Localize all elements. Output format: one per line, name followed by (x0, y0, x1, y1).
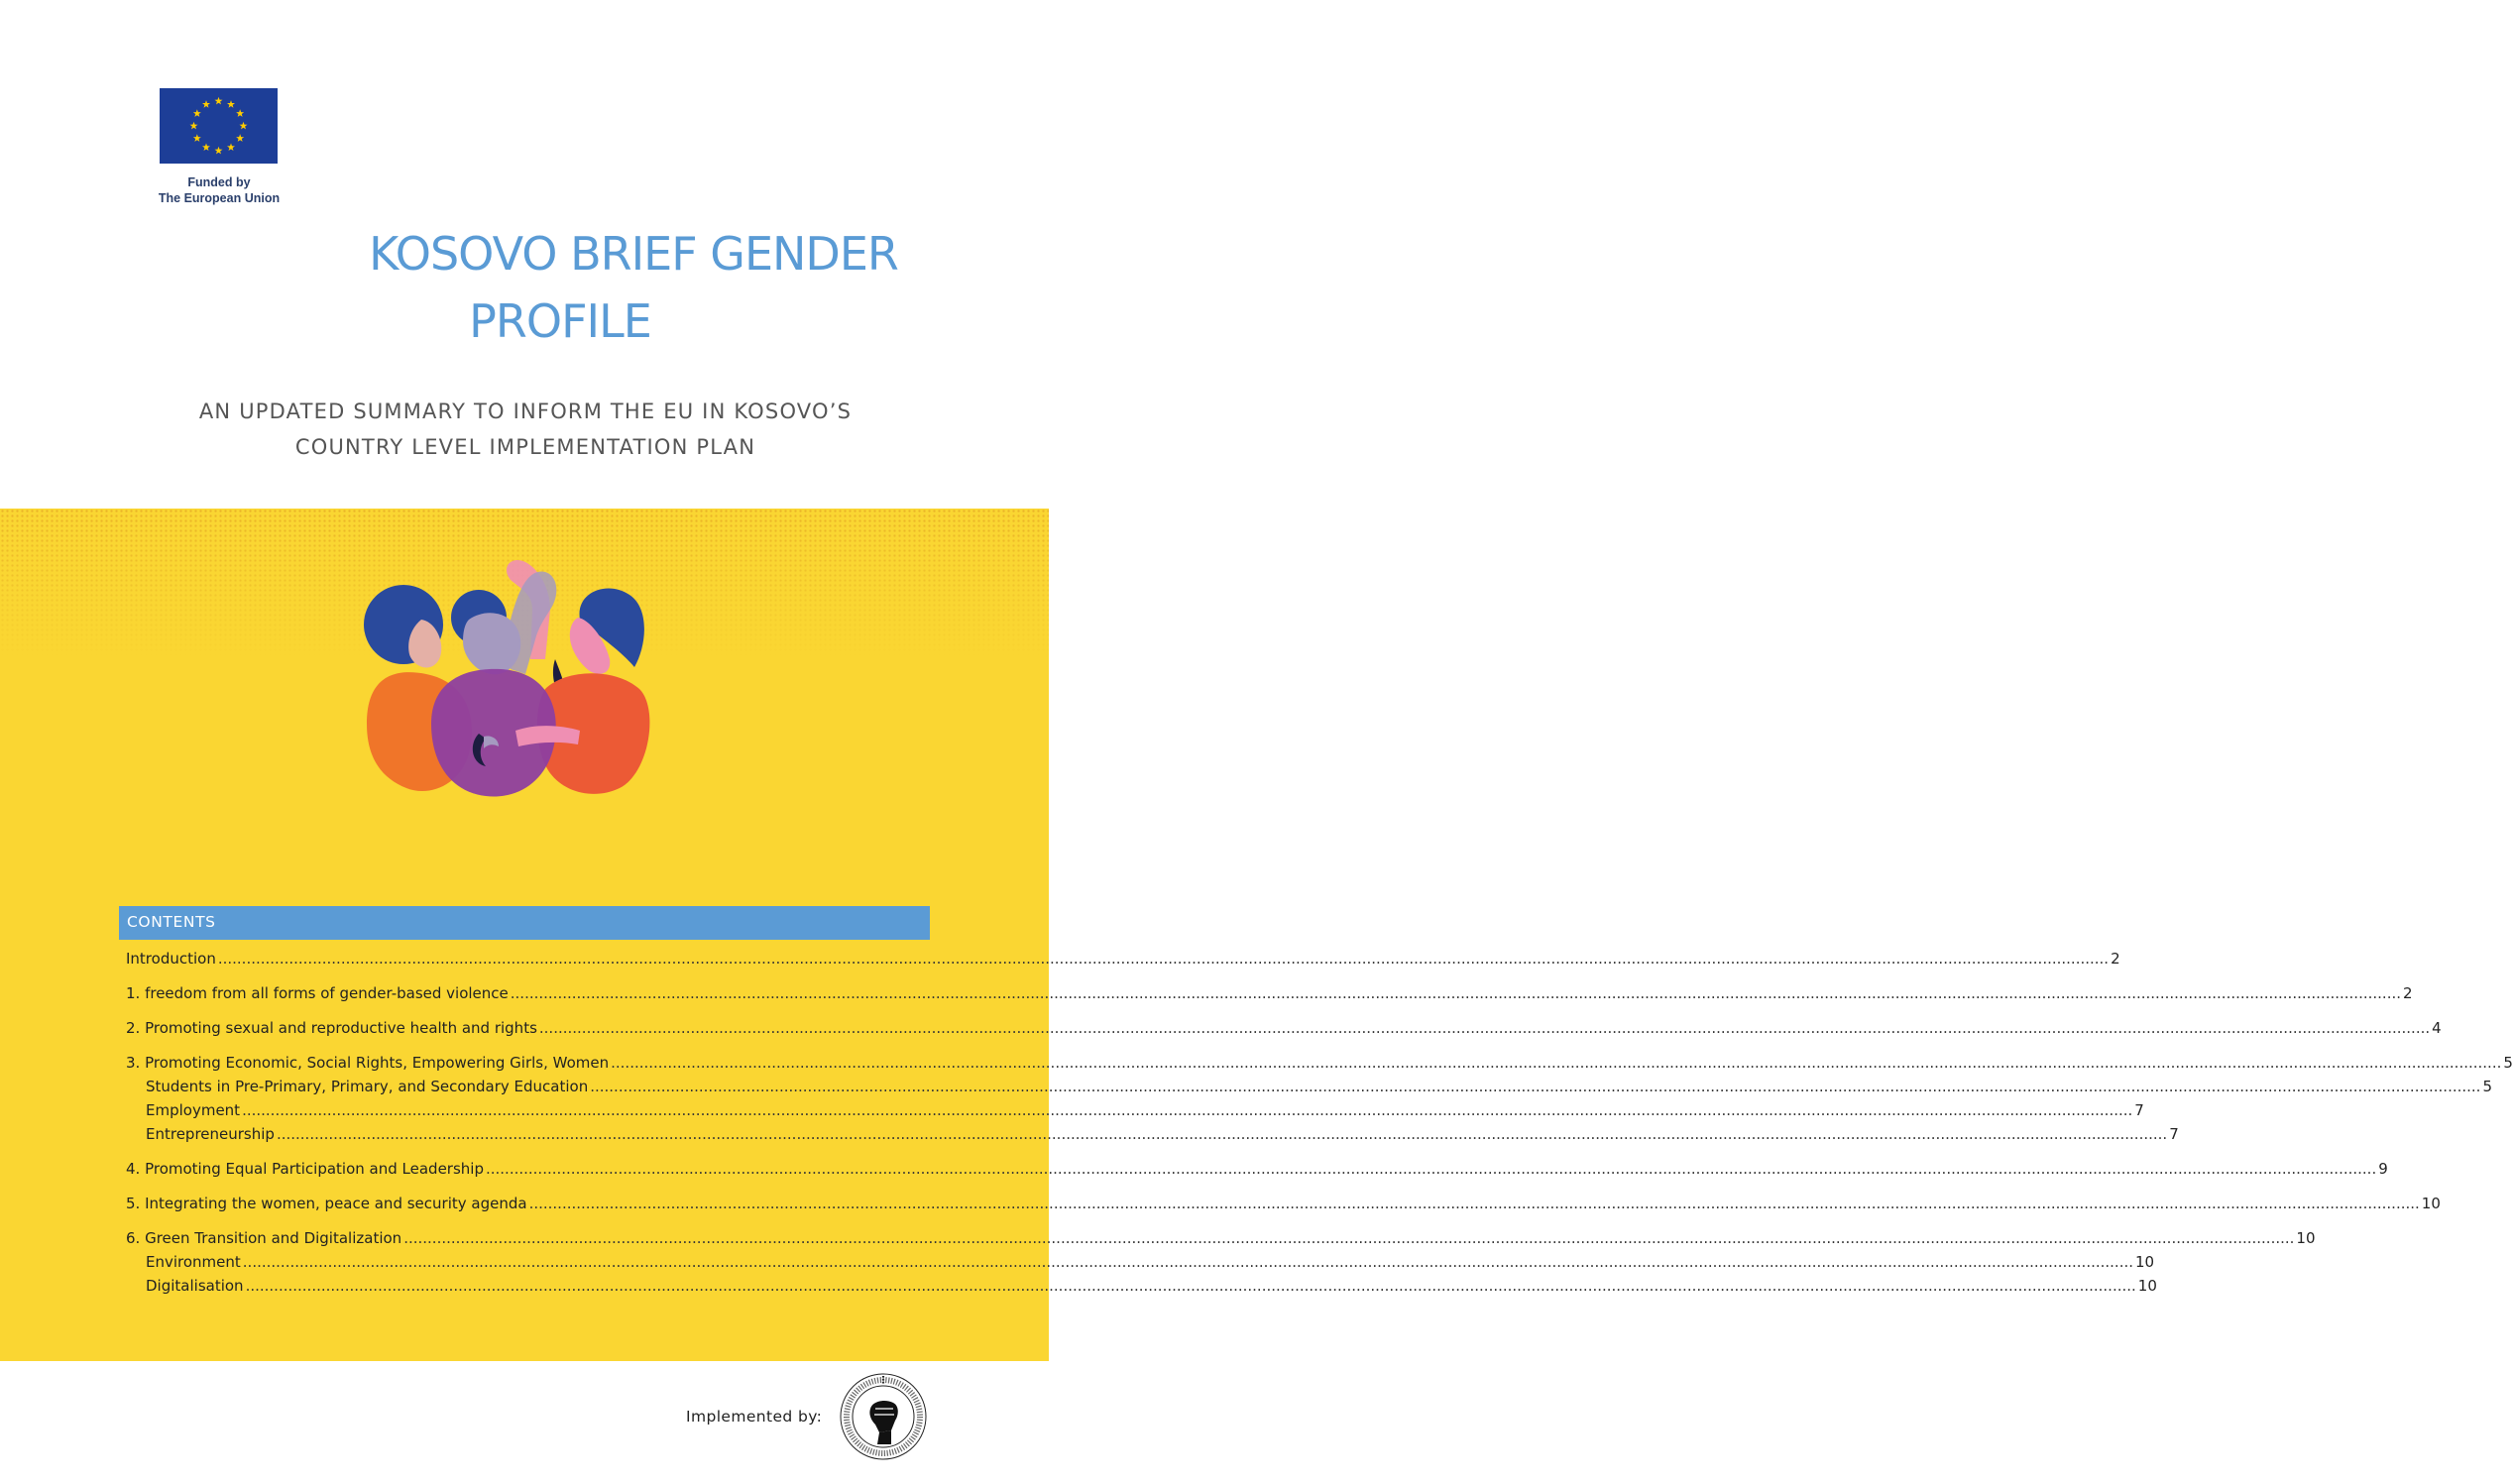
toc-dot-leader: ................................................................................................................................................................................................................................................................................................................................................................................................................ (217, 950, 2110, 968)
toc-entry-label: Entrepreneurship (146, 1125, 275, 1143)
toc-dot-leader: ................................................................................................................................................................................................................................................................................................................................................................................................................ (403, 1229, 2295, 1247)
toc-entry-label: 3. Promoting Economic, Social Rights, Empowering Girls, Women (126, 1054, 610, 1072)
toc-entry[interactable] (126, 1101, 2144, 1125)
eu-stars-icon (160, 88, 278, 164)
toc-entry-page: 2 (2111, 950, 2120, 968)
document-title (198, 220, 1031, 355)
toc-dot-leader: ................................................................................................................................................................................................................................................................................................................................................................................................................ (485, 1160, 2377, 1178)
toc-entry-label: Introduction (126, 950, 216, 968)
implementing-organization-logo (838, 1371, 929, 1462)
toc-entry[interactable] (126, 1253, 2155, 1277)
toc-dot-leader: ................................................................................................................................................................................................................................................................................................................................................................................................................ (538, 1019, 2431, 1037)
subtitle-line-2: COUNTRY LEVEL IMPLEMENTATION PLAN (294, 435, 756, 459)
people-embracing-illustration (352, 550, 659, 813)
toc-entry-label: Employment (146, 1101, 241, 1119)
implemented-by-label: Implemented by: (686, 1408, 823, 1426)
toc-dot-leader: ................................................................................................................................................................................................................................................................................................................................................................................................................ (528, 1195, 2420, 1212)
toc-dot-leader: ................................................................................................................................................................................................................................................................................................................................................................................................................ (611, 1054, 2502, 1072)
toc-entry-label: 6. Green Transition and Digitalization (126, 1229, 402, 1247)
title-line-2: PROFILE (469, 294, 651, 348)
toc-entry-label: Digitalisation (146, 1277, 244, 1295)
toc-entry-page: 10 (2421, 1195, 2441, 1212)
toc-dot-leader: ................................................................................................................................................................................................................................................................................................................................................................................................................ (590, 1078, 2481, 1095)
toc-dot-leader: ................................................................................................................................................................................................................................................................................................................................................................................................................ (242, 1101, 2133, 1119)
toc-entry-label: Students in Pre-Primary, Primary, and Secondary Education (146, 1078, 589, 1095)
toc-dot-leader: ................................................................................................................................................................................................................................................................................................................................................................................................................ (245, 1277, 2136, 1295)
title-line-1: KOSOVO BRIEF GENDER (369, 227, 898, 281)
toc-entry-label: 2. Promoting sexual and reproductive health and rights (126, 1019, 537, 1037)
toc-entry-page: 5 (2503, 1054, 2513, 1072)
toc-entry-label: Environment (146, 1253, 241, 1271)
toc-entry[interactable] (126, 1277, 2157, 1301)
toc-entry[interactable] (126, 950, 2120, 973)
toc-entry[interactable] (126, 1195, 2441, 1218)
subtitle-line-1: AN UPDATED SUMMARY TO INFORM THE EU IN KOSOVO’S (198, 400, 853, 423)
contents-heading: CONTENTS (127, 913, 216, 931)
toc-dot-leader: ................................................................................................................................................................................................................................................................................................................................................................................................................ (276, 1125, 2168, 1143)
toc-entry[interactable] (126, 1229, 2316, 1253)
toc-entry-label: 1. freedom from all forms of gender-based violence (126, 984, 509, 1002)
funder-line-1: Funded by (187, 175, 251, 189)
toc-entry-page: 5 (2482, 1078, 2492, 1095)
toc-entry[interactable] (126, 1019, 2442, 1043)
toc-entry-page: 7 (2169, 1125, 2179, 1143)
toc-dot-leader: ................................................................................................................................................................................................................................................................................................................................................................................................................ (510, 984, 2401, 1002)
contents-heading-bar (119, 906, 930, 940)
toc-entry-page: 2 (2403, 984, 2413, 1002)
funder-credit (149, 174, 289, 206)
toc-entry-page: 4 (2432, 1019, 2442, 1037)
table-of-contents (126, 950, 2513, 1301)
toc-entry-page: 9 (2378, 1160, 2388, 1178)
toc-entry-page: 10 (2135, 1253, 2155, 1271)
toc-entry[interactable] (126, 984, 2413, 1008)
toc-entry[interactable] (126, 1054, 2513, 1078)
toc-entry[interactable] (126, 1160, 2388, 1184)
eu-flag-logo (160, 88, 278, 164)
toc-entry-page: 10 (2137, 1277, 2157, 1295)
toc-entry-page: 10 (2296, 1229, 2316, 1247)
toc-entry-label: 5. Integrating the women, peace and security agenda (126, 1195, 527, 1212)
toc-entry-label: 4. Promoting Equal Participation and Leadership (126, 1160, 484, 1178)
toc-entry-page: 7 (2134, 1101, 2144, 1119)
toc-dot-leader: ................................................................................................................................................................................................................................................................................................................................................................................................................ (242, 1253, 2134, 1271)
toc-entry[interactable] (126, 1125, 2179, 1149)
funder-line-2: The European Union (158, 191, 281, 205)
document-subtitle (89, 394, 962, 465)
toc-entry[interactable] (126, 1078, 2492, 1101)
